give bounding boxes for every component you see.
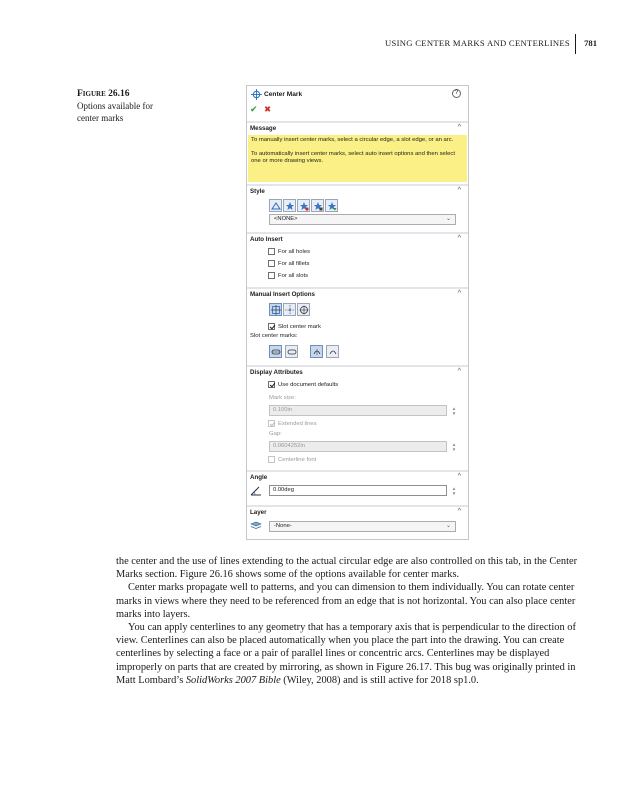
extended-lines-label: Extended lines — [278, 420, 317, 427]
update-style-button[interactable] — [297, 199, 310, 212]
style-button-row — [269, 199, 338, 212]
for-all-slots-checkbox[interactable] — [268, 272, 308, 279]
single-center-mark-button[interactable] — [269, 303, 282, 316]
mark-size-value: 0.100in — [273, 407, 293, 413]
checkbox-box[interactable] — [268, 272, 275, 279]
running-head-divider — [575, 34, 576, 54]
section-divider — [247, 470, 468, 472]
checkbox-box[interactable] — [268, 381, 275, 388]
message-section-title[interactable]: Message — [250, 125, 277, 132]
use-document-defaults-label: Use document defaults — [278, 381, 339, 388]
style-dropdown-value: <NONE> — [274, 216, 298, 222]
circular-center-mark-button[interactable] — [297, 303, 310, 316]
style-collapse-icon[interactable]: ^ — [457, 187, 461, 194]
slot-center-marks-button-row — [269, 345, 339, 358]
apply-default-style-button[interactable] — [269, 199, 282, 212]
auto-insert-section-title[interactable]: Auto Insert — [250, 236, 283, 243]
checkbox-box[interactable] — [268, 420, 275, 427]
style-dropdown[interactable] — [269, 214, 456, 225]
layer-dropdown-value: -None- — [274, 523, 292, 529]
message-collapse-icon[interactable]: ^ — [457, 124, 461, 131]
chevron-down-icon: ⌄ — [445, 216, 451, 222]
for-all-slots-label: For all slots — [278, 272, 309, 279]
style-section-title[interactable]: Style — [250, 188, 265, 195]
for-all-holes-checkbox[interactable] — [268, 248, 310, 255]
manual-insert-collapse-icon[interactable]: ^ — [457, 290, 461, 297]
figure-caption-line-1: Options available for — [77, 101, 153, 111]
section-divider — [247, 287, 468, 289]
checkbox-box[interactable] — [268, 456, 275, 463]
figure-caption — [77, 88, 227, 124]
layers-icon — [250, 521, 262, 532]
angle-field[interactable] — [269, 485, 457, 496]
centerline-font-checkbox[interactable] — [268, 456, 316, 463]
gap-field[interactable] — [269, 441, 457, 452]
mark-size-field[interactable] — [269, 405, 457, 416]
figure-label: Figure 26.16 — [77, 89, 130, 99]
running-head-title: USING CENTER MARKS AND CENTERLINES — [385, 38, 570, 48]
checkbox-box[interactable] — [268, 248, 275, 255]
paragraph: Center marks propagate well to patterns, and you can dimension to them individually. You can rotate center marks in views where they need to be referenced from an edge that is not horizontal. You can also place center marks into layers. — [116, 582, 576, 620]
checkbox-box[interactable] — [268, 323, 275, 330]
paragraph: the center and the use of lines extending to the actual circular edge are also controlled on this tab, in the Center Marks section. Figure 26.16 shows some of the options available for center marks. — [116, 556, 578, 581]
paragraph — [116, 621, 578, 687]
panel-title: Center Mark — [264, 91, 303, 98]
ok-button[interactable]: ✔ — [250, 104, 258, 114]
slot-center-mark-checkbox[interactable] — [268, 323, 321, 330]
layer-dropdown[interactable] — [269, 521, 456, 532]
help-icon[interactable]: ? — [452, 89, 461, 98]
for-all-holes-label: For all holes — [278, 248, 311, 255]
figure-caption-line-2: center marks — [77, 113, 124, 123]
paragraph-text: (Wiley, 2008) and is still active for 2018 sp1.0. — [280, 674, 479, 686]
section-divider — [247, 121, 468, 123]
manual-insert-button-row — [269, 303, 310, 316]
use-document-defaults-checkbox[interactable] — [268, 381, 338, 388]
angle-value: 0.00deg — [273, 487, 294, 493]
gap-spinner[interactable]: ▲ ▼ — [451, 442, 457, 452]
centerline-font-label: Centerline font — [278, 456, 317, 463]
message-line-1: To manually insert center marks, select a circular edge, a slot edge, or an arc. — [251, 137, 454, 143]
display-attributes-section-title[interactable]: Display Attributes — [250, 369, 303, 376]
for-all-fillets-label: For all fillets — [278, 260, 310, 267]
section-divider — [247, 232, 468, 234]
body-text — [116, 555, 578, 687]
slot-arc-ends-button[interactable] — [310, 345, 323, 358]
slot-center-mark-label: Slot center mark — [278, 323, 321, 330]
angle-icon — [250, 484, 262, 498]
center-mark-icon — [251, 89, 262, 102]
layer-collapse-icon[interactable]: ^ — [457, 508, 461, 515]
display-attributes-collapse-icon[interactable]: ^ — [457, 368, 461, 375]
load-style-button[interactable] — [325, 199, 338, 212]
section-divider — [247, 184, 468, 186]
gap-label: Gap: — [269, 431, 282, 437]
for-all-fillets-checkbox[interactable] — [268, 260, 309, 267]
slot-center-button[interactable] — [285, 345, 298, 358]
angle-spinner[interactable]: ▲ ▼ — [451, 486, 457, 496]
section-divider — [247, 505, 468, 507]
layer-section-title[interactable]: Layer — [250, 509, 267, 516]
angle-section-title[interactable]: Angle — [250, 474, 268, 481]
slot-ends-button[interactable] — [269, 345, 282, 358]
save-style-button[interactable] — [311, 199, 324, 212]
running-head — [0, 38, 597, 52]
add-style-button[interactable] — [283, 199, 296, 212]
cancel-button[interactable]: ✖ — [264, 104, 272, 114]
extended-lines-checkbox[interactable] — [268, 420, 317, 427]
center-mark-panel — [246, 85, 469, 540]
auto-insert-collapse-icon[interactable]: ^ — [457, 235, 461, 242]
slot-center-marks-label: Slot center marks: — [250, 333, 298, 339]
slot-arc-center-button[interactable] — [326, 345, 339, 358]
gap-value: 0.0604252in — [273, 443, 305, 449]
checkbox-box[interactable] — [268, 260, 275, 267]
manual-insert-section-title[interactable]: Manual Insert Options — [250, 291, 315, 298]
mark-size-label: Mark size: — [269, 395, 296, 401]
angle-collapse-icon[interactable]: ^ — [457, 473, 461, 480]
paragraph-text: You can apply centerlines to any geometry that has a temporary axis that is perpendicular to the direction of view. Centerlines can also be placed automatically when you place the part into the drawing. You can create centerlines by selecting a face or a pair of parallel lines or concentric arcs. Centerlines may be displayed improperly on parts that are created by mirroring, as shown in Figure 26.17. This bug was originally printed in Matt Lombard’s — [116, 622, 576, 686]
section-divider — [247, 365, 468, 367]
message-box — [248, 135, 467, 182]
linear-center-mark-button[interactable] — [283, 303, 296, 316]
chevron-down-icon: ⌄ — [445, 523, 451, 529]
book-title: SolidWorks 2007 Bible — [185, 674, 281, 686]
message-line-2: To automatically insert center marks, select auto insert options and then select one or more drawing views. — [251, 150, 455, 164]
mark-size-spinner[interactable]: ▲ ▼ — [451, 406, 457, 416]
page-number: 781 — [584, 38, 597, 48]
